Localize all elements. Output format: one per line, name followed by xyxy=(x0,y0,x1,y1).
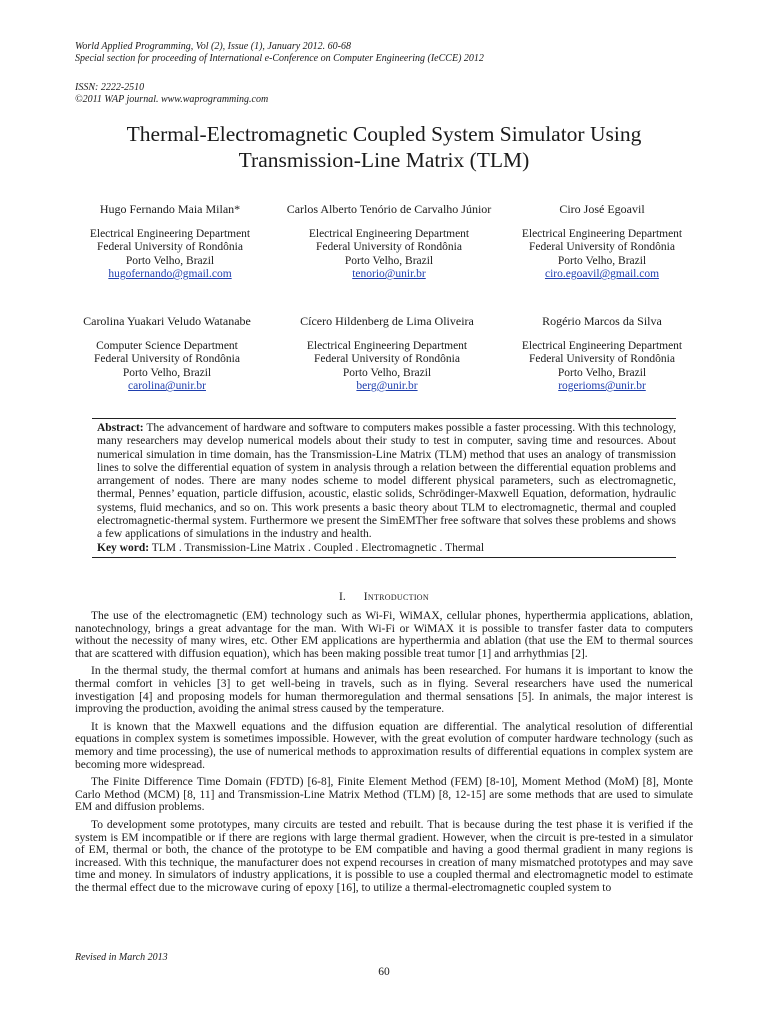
author-city: Porto Velho, Brazil xyxy=(344,254,434,267)
paragraph: The Finite Difference Time Domain (FDTD) [6-8], Finite Element Method (FEM) [8-10], Moment Method (MoM) [8], Monte Carlo Method (MCM) [8, 11] and Transmission-Line Matrix Method (TLM) [8, 12-15] are some methods that are used to simulate EM and diffusion problems. xyxy=(75,776,693,814)
abstract-body: The advancement of hardware and software to computers makes possible a faster processing. With this technology, many researchers may develop numerical models about their study to test in computer, saving time and resources. About numerical simulation in time domain, has the Transmission-Line Matrix (TLM) method that uses an analogy of transmission lines to solve the differential equation of system in analysis through a relation between the differential equation problems and arrangement of nodes. There are many nodes scheme to model different physical parameters, such as electromagnetic, thermal, Pennes’ equation, particle diffusion, acoustic, elastic solids, Schrödinger-Maxwell Equation, deformation, hydraulic systems, fluid mechanics, and so on. This work presents a basic theory about TLM to electromagnetic, thermal and coupled electromagnetic-thermal system. Furthermore we present the SimEMTher free software that solves these problems and shows a few applications of simulations in the industry and health. xyxy=(97,422,676,541)
author-block xyxy=(492,203,712,282)
paragraph: The use of the electromagnetic (EM) technology such as Wi-Fi, WiMAX, cellular phones, hyperthermia applications, ablation, nanotechnology, brings a great advantage for the man. With Wi-Fi or WiMAX it is possible to transfer faster data to computers without the necessity of many wires, etc. Other EM applications are hyperthermia and ablation (that use the EM to thermal sources that are scattered with diffusion equation), which has been making possible treat tumor [1] and arrhythmias [2]. xyxy=(75,610,693,660)
author-name: Cícero Hildenberg de Lima Oliveira xyxy=(300,314,474,328)
author-block xyxy=(277,315,497,394)
author-university: Federal University of Rondônia xyxy=(97,241,243,253)
copyright: ©2011 WAP journal. www.waprogramming.com xyxy=(75,94,269,105)
paragraph: To development some prototypes, many circuits are tested and rebuilt. That is because during the test phase it is verified if the system is EM incompatible or if there are regions with large thermal gradient. However, when the circuit is pre-tested in a simulator of EM, thermal or both, the chance of the prototype to be EM compatible and having a good thermal gradient in many regions is increased. With this technique, the manufacturer does not expend recourses in creation of many mismatched prototypes and may save time and money. In simulators of industry applications, it is possible to use a coupled thermal and electromagnetic model to estimate the thermal effect due to the microwave curing of epoxy [16], to utilize a thermal-electromagnetic coupled system to xyxy=(75,818,693,894)
author-department: Electrical Engineering Department xyxy=(308,227,470,240)
author-block xyxy=(492,315,712,394)
author-email-link[interactable]: ciro.egoavil@gmail.com xyxy=(544,268,660,280)
page-number: 60 xyxy=(378,966,390,978)
author-email-link[interactable]: berg@unir.br xyxy=(356,380,418,392)
author-email-link[interactable]: rogerioms@unir.br xyxy=(558,380,646,392)
author-email-link[interactable]: hugofernando@gmail.com xyxy=(108,268,232,280)
author-university: Federal University of Rondônia xyxy=(94,353,240,365)
keywords: TLM . Transmission-Line Matrix . Coupled . Electromagnetic . Thermal xyxy=(151,541,485,554)
section-title: Introduction xyxy=(363,591,429,603)
author-department: Electrical Engineering Department xyxy=(306,339,468,352)
body-text xyxy=(75,610,693,899)
author-city: Porto Velho, Brazil xyxy=(557,366,647,379)
author-block xyxy=(60,203,280,282)
author-city: Porto Velho, Brazil xyxy=(557,254,647,267)
author-block xyxy=(57,315,277,394)
author-name: Carlos Alberto Tenório de Carvalho Júnior xyxy=(286,202,492,216)
author-name: Hugo Fernando Maia Milan* xyxy=(99,202,241,216)
author-department: Electrical Engineering Department xyxy=(521,227,683,240)
author-block xyxy=(279,203,499,282)
author-email-link[interactable]: carolina@unir.br xyxy=(128,380,206,392)
author-university: Federal University of Rondônia xyxy=(314,353,460,365)
paragraph: In the thermal study, the thermal comfort at humans and animals has been researched. For humans it is important to know the thermal comfort in vehicles [3] to get well-being in travels, such as in flying. Several researchers have used the numerical investigation [4] and proposing models for human thermoregulation and thermal sensations [5]. In animals, the major interest is improving the production, avoiding the animal stress caused by the temperature. xyxy=(75,665,693,716)
author-city: Porto Velho, Brazil xyxy=(122,366,212,379)
revision-note: Revised in March 2013 xyxy=(75,952,168,963)
author-name: Rogério Marcos da Silva xyxy=(542,314,662,328)
author-university: Federal University of Rondônia xyxy=(316,241,462,253)
author-department: Computer Science Department xyxy=(96,339,238,352)
special-section-note: Special section for proceeding of International e-Conference on Computer Engineering (IeCCE) 2012 xyxy=(75,53,484,64)
keywords-line xyxy=(97,542,676,555)
abstract-label: Abstract: xyxy=(97,422,144,434)
author-department: Electrical Engineering Department xyxy=(89,227,251,240)
author-city: Porto Velho, Brazil xyxy=(342,366,432,379)
keywords-label: Key word: xyxy=(97,541,150,554)
paper-title xyxy=(60,121,708,173)
author-department: Electrical Engineering Department xyxy=(521,339,683,352)
issn-block xyxy=(75,82,695,106)
journal-citation: World Applied Programming, Vol (2), Issue (1), January 2012. 60-68 xyxy=(75,41,351,52)
paragraph: It is known that the Maxwell equations and the diffusion equation are differential. The analytical resolution of differential equations in complex system is sometimes impossible. However, with the great evolution of computer hardware technology (such as memory and time processing), the use of numerical methods to approximation results of differential equations in complex system are becoming more widespread. xyxy=(75,720,693,771)
title-line-1: Thermal-Electromagnetic Coupled System Simulator Using xyxy=(126,122,642,146)
abstract-box xyxy=(92,418,676,558)
section-heading xyxy=(60,591,708,603)
author-city: Porto Velho, Brazil xyxy=(125,254,215,267)
issn: ISSN: 2222-2510 xyxy=(75,82,145,93)
abstract-text xyxy=(97,422,676,542)
section-number: I. xyxy=(339,591,346,603)
author-email-link[interactable]: tenorio@unir.br xyxy=(352,268,426,280)
journal-header xyxy=(75,41,695,65)
author-name: Carolina Yuakari Veludo Watanabe xyxy=(83,314,251,328)
author-university: Federal University of Rondônia xyxy=(529,353,675,365)
author-university: Federal University of Rondônia xyxy=(529,241,675,253)
title-line-2: Transmission-Line Matrix (TLM) xyxy=(238,148,530,172)
author-name: Ciro José Egoavil xyxy=(559,202,645,216)
